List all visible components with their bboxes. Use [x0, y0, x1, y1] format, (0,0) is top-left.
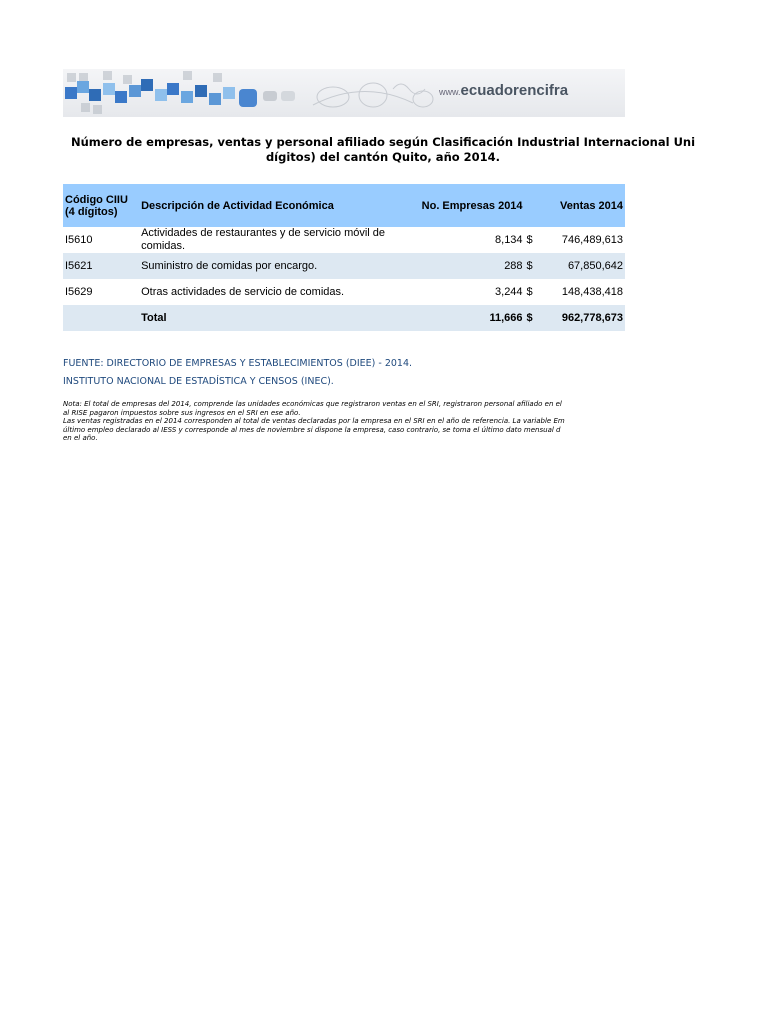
source-note — [63, 355, 412, 391]
footnote-line-3: Las ventas registradas en el 2014 corresponden al total de ventas declaradas por la empresa en el SRI en el año de referencia. La variable Em — [63, 417, 565, 426]
cell-currency: $ — [526, 286, 533, 298]
table-title — [63, 135, 703, 165]
cell-code-empty — [63, 305, 139, 331]
table-row — [63, 227, 625, 253]
cell-description: Actividades de restaurantes y de servicio móvil de comidas. — [141, 227, 386, 252]
cell-description: Suministro de comidas por encargo. — [139, 253, 403, 279]
table-row — [63, 279, 625, 305]
site-url — [439, 82, 568, 100]
source-line-1: FUENTE: DIRECTORIO DE EMPRESAS Y ESTABLECIMIENTOS (DIEE) - 2014. — [63, 358, 413, 369]
footnote-line-2: al RISE pagaron impuestos sobre sus ingresos en el SRI en ese año. — [63, 408, 301, 417]
cell-description: Otras actividades de servicio de comidas. — [141, 285, 345, 298]
table-total-row — [63, 305, 625, 331]
cell-total-label: Total — [139, 305, 403, 331]
cell-sales: 67,850,642 — [537, 253, 625, 279]
cell-companies: 3,244 — [495, 286, 523, 298]
header-sales: Ventas 2014 — [525, 184, 625, 227]
cell-code: I5610 — [65, 234, 93, 246]
cell-sales: 148,438,418 — [561, 286, 623, 298]
site-name: ecuadorencifra — [460, 82, 569, 99]
cell-total-currency: $ — [525, 305, 537, 331]
table-header-row — [63, 184, 625, 227]
footnote-line-4: último empleo declarado al IESS y corresponde al mes de noviembre si dispone la empresa, caso contrario, se toma el último dato mensual d — [63, 425, 561, 434]
cell-total-sales: 962,778,673 — [537, 305, 625, 331]
title-line-1: Número de empresas, ventas y personal afiliado según Clasificación Industrial Internacional Uni — [70, 135, 696, 149]
cell-companies: 8,134 — [495, 234, 523, 246]
header-companies: No. Empresas 2014 — [403, 184, 525, 227]
cell-sales: 746,489,613 — [561, 234, 623, 246]
footnote-line-5: en el año. — [63, 434, 98, 443]
title-line-2: dígitos) del cantón Quito, año 2014. — [265, 150, 501, 164]
footnote — [63, 400, 663, 443]
header-code: Código CIIU (4 dígitos) — [63, 184, 139, 227]
companies-table — [63, 184, 625, 331]
ecuadorencifras-banner — [63, 69, 625, 117]
source-line-2: INSTITUTO NACIONAL DE ESTADÍSTICA Y CENSOS (INEC). — [63, 376, 334, 387]
header-description: Descripción de Actividad Económica — [139, 184, 403, 227]
cell-code: I5621 — [63, 253, 139, 279]
footnote-line-1: Nota: El total de empresas del 2014, comprende las unidades económicas que registraron ventas en el SRI, registraron personal afiliado en el — [63, 400, 562, 408]
table-row — [63, 253, 625, 279]
cell-companies: 288 — [403, 253, 525, 279]
cell-currency: $ — [525, 253, 537, 279]
cell-code: I5629 — [65, 286, 93, 298]
cell-currency: $ — [526, 234, 533, 246]
spreadsheet-sheet — [63, 69, 696, 469]
site-prefix: www. — [439, 87, 461, 97]
cell-total-companies: 11,666 — [403, 305, 525, 331]
